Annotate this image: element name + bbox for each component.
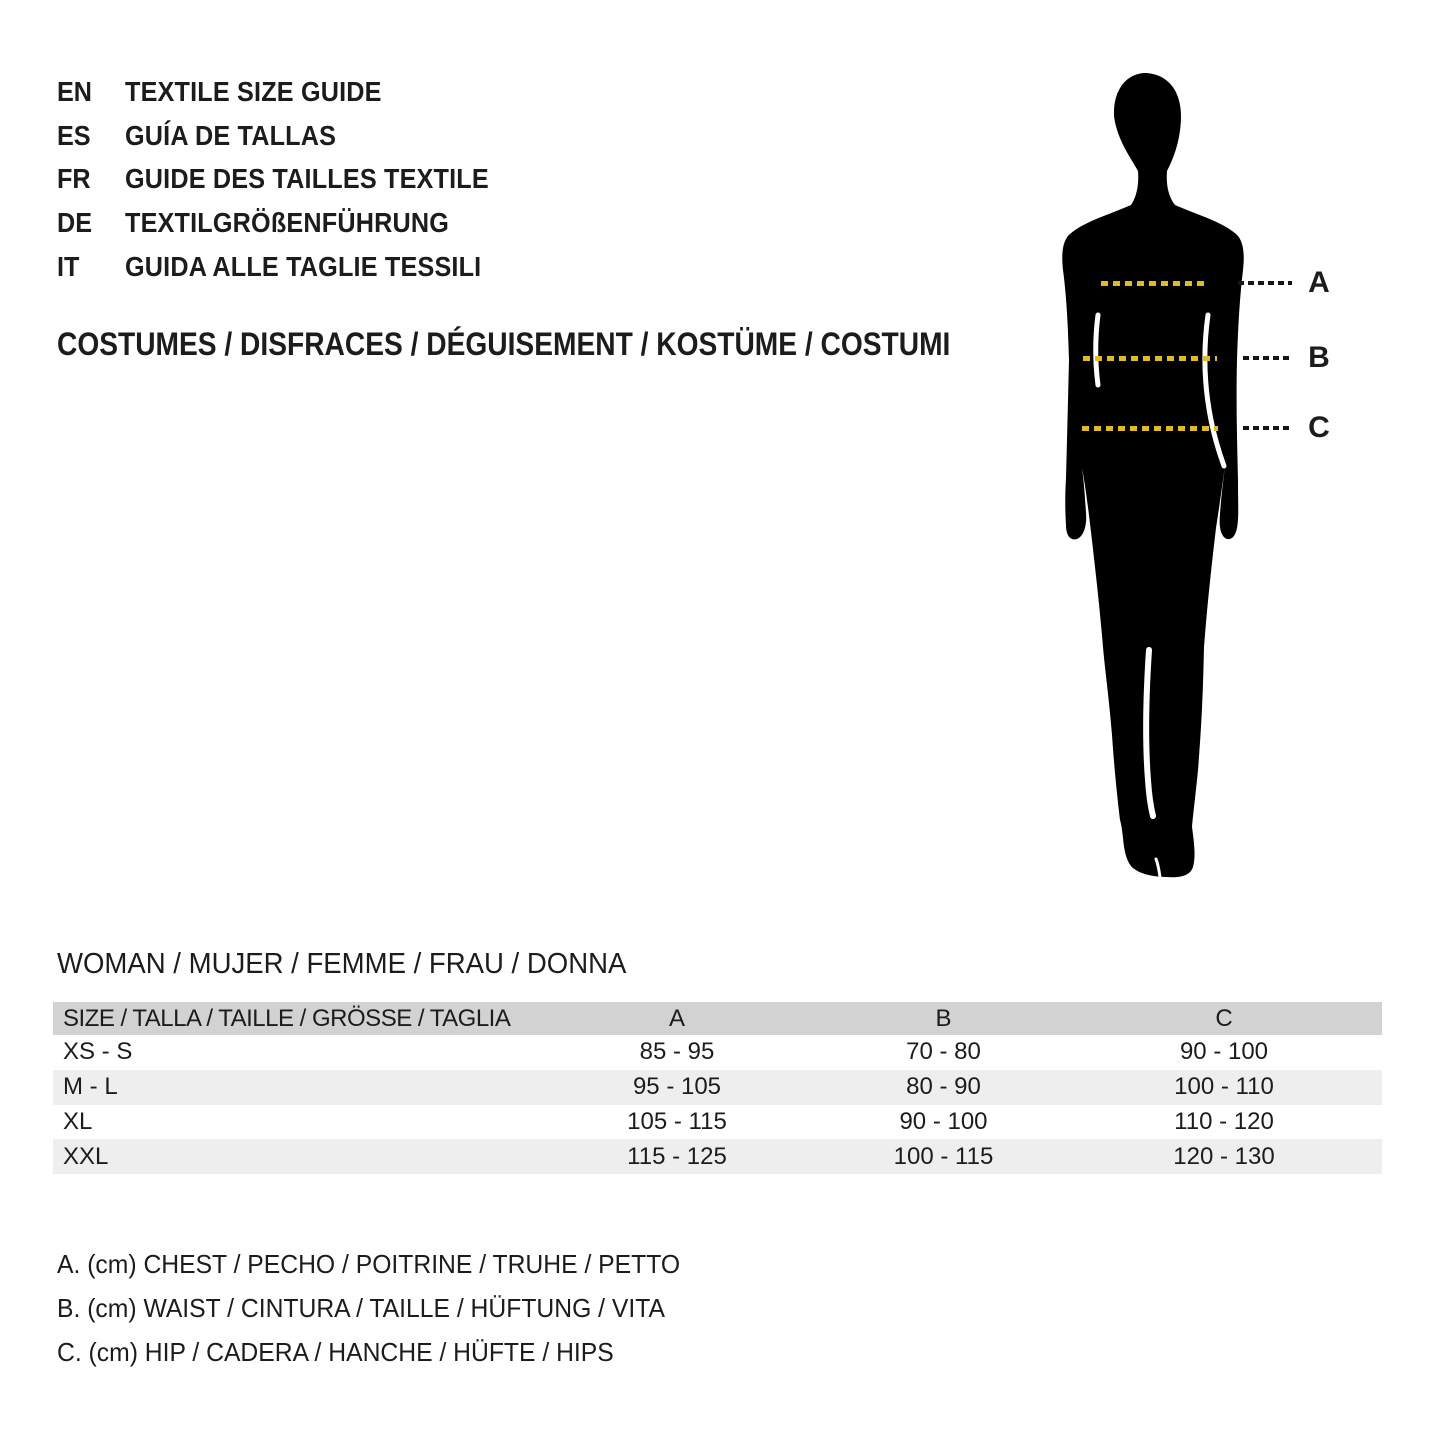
size-cell: M - L [63,1073,118,1101]
language-row-es [57,114,529,158]
language-code: ES [57,119,91,151]
measure-letter-b: B [1308,341,1330,374]
language-title: TEXTILE SIZE GUIDE [125,75,382,107]
legend-item-waist: B. (cm) WAIST / CINTURA / TAILLE / HÜFTUNG / VITA [57,1292,665,1323]
language-title: GUÍA DE TALLAS [125,119,337,151]
language-title: TEXTILGRÖßENFÜHRUNG [125,206,450,238]
hip-range-cell: 90 - 100 [1179,1038,1269,1066]
legend-item-chest: A. (cm) CHEST / PECHO / POITRINE / TRUHE / PETTO [57,1248,681,1279]
chest-range-cell: 105 - 115 [627,1107,727,1135]
waist-range-cell: 80 - 90 [906,1073,981,1101]
language-code: FR [57,163,91,195]
language-row-it [57,245,529,289]
language-code: IT [57,250,80,282]
column-header-c: C [1215,1004,1233,1032]
size-table [53,1002,1382,1174]
chest-measure-dash-line [1101,281,1209,286]
column-header-a: A [668,1004,685,1032]
waist-measure-dash-line [1083,356,1217,361]
waist-range-cell: 90 - 100 [899,1107,988,1135]
language-code: EN [57,75,93,107]
size-table-header-row [53,1002,1382,1035]
hip-leader-dash-line [1243,426,1291,430]
chest-leader-dash-line [1238,281,1292,285]
gender-section-title: WOMAN / MUJER / FEMME / FRAU / DONNA [57,948,627,980]
language-title-list [57,70,529,288]
waist-leader-dash-line [1243,356,1291,360]
size-table-row-xxl [53,1139,1382,1174]
language-row-de [57,201,529,245]
column-header-b: B [935,1004,952,1032]
measurement-legend [57,1242,713,1374]
hip-range-cell: 120 - 130 [1173,1142,1275,1170]
language-row-fr [57,157,529,201]
measure-letter-c: C [1308,411,1330,444]
language-row-en [57,70,529,114]
language-code: DE [57,206,93,238]
chest-range-cell: 95 - 105 [632,1073,722,1101]
woman-silhouette [1053,70,1253,880]
size-cell: XS - S [63,1038,133,1066]
size-table-row-xs-s [53,1035,1382,1070]
language-title: GUIDA ALLE TAGLIE TESSILI [125,250,482,282]
language-title: GUIDE DES TAILLES TEXTILE [125,163,489,195]
size-table-row-xl [53,1105,1382,1140]
size-cell: XL [63,1107,93,1135]
hip-range-cell: 110 - 120 [1174,1107,1274,1135]
legend-item-hip: C. (cm) HIP / CADERA / HANCHE / HÜFTE / HIPS [57,1336,614,1367]
hip-measure-dash-line [1082,426,1218,431]
size-cell: XXL [63,1142,109,1170]
category-title: COSTUMES / DISFRACES / DÉGUISEMENT / KOSTÜME / COSTUMI [57,326,951,362]
hip-range-cell: 100 - 110 [1174,1073,1274,1101]
size-table-row-m-l [53,1070,1382,1105]
size-column-header: SIZE / TALLA / TAILLE / GRÖSSE / TAGLIA [63,1004,511,1032]
waist-range-cell: 70 - 80 [906,1038,981,1066]
chest-range-cell: 115 - 125 [627,1142,727,1170]
measure-letter-a: A [1308,266,1330,299]
chest-range-cell: 85 - 95 [639,1038,715,1066]
waist-range-cell: 100 - 115 [893,1142,994,1170]
